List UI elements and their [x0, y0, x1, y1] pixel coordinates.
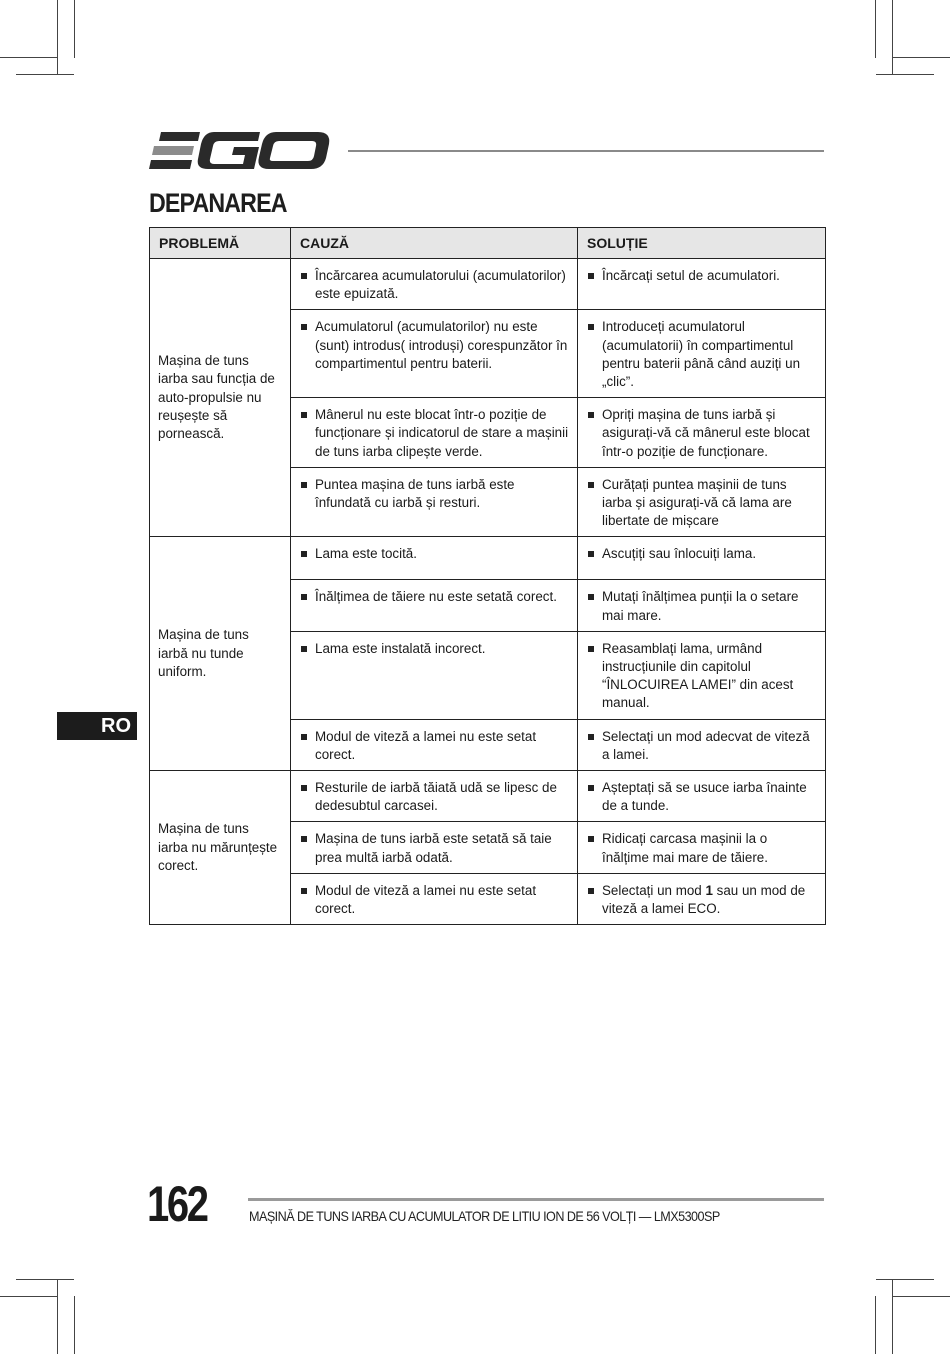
problem-cell: Mașina de tuns iarbă nu tunde uniform. [150, 537, 291, 771]
bullet-icon [588, 273, 594, 279]
crop-mark [0, 57, 58, 58]
footer-rule [248, 1198, 824, 1201]
crop-mark [16, 74, 74, 75]
solution-text: Selectați un mod adecvat de viteză a lamei. [602, 728, 810, 762]
solution-text: Ascuțiți sau înlocuiți lama. [602, 546, 757, 562]
ego-logo [148, 128, 333, 174]
solution-text: Ridicați carcasa mașinii la o înălțime mai mare de tăiere. [602, 831, 768, 865]
bullet-icon [588, 412, 594, 418]
table-row [150, 537, 826, 580]
solution-text: Încărcați setul de acumulatori. [602, 268, 780, 283]
language-tab-label: RO [101, 715, 131, 737]
bullet-icon [588, 888, 594, 894]
header-rule [348, 150, 824, 152]
bullet-icon [588, 551, 594, 557]
cause-text: Înălțimea de tăiere nu este setată corect. [315, 589, 557, 605]
cause-text: Modul de viteză a lamei nu este setat corect. [315, 728, 537, 762]
bullet-icon [588, 785, 594, 791]
header-problem: PROBLEMĂ [150, 228, 291, 259]
crop-mark [892, 0, 893, 75]
bullet-icon [301, 836, 307, 842]
bullet-icon [301, 888, 307, 894]
problem-cell: Mașina de tuns iarba nu mărunțește corect. [150, 771, 291, 925]
table-row [150, 259, 826, 310]
crop-mark [74, 0, 75, 58]
cause-text: Puntea mașina de tuns iarbă este înfundată cu iarbă și resturi. [315, 476, 515, 511]
cause-text: Mânerul nu este blocat într-o poziție de funcționare și indicatorul de stare a mașinii de tuns iarba clipește verde. [315, 407, 569, 459]
solution-text: Opriți mașina de tuns iarbă și asigurați-vă că mânerul este blocat într-o poziție de funcționare. [602, 407, 810, 459]
bullet-icon [588, 646, 594, 652]
bullet-icon [301, 594, 307, 600]
cause-text: Acumulatorul (acumulatorilor) nu este (sunt) introdus( introduși) corespunzător în compartimentul pentru baterii. [315, 319, 568, 371]
crop-mark [892, 57, 950, 58]
cause-text: Încărcarea acumulatorului (acumulatorilor) este epuizată. [315, 268, 566, 302]
cause-text: Lama este tocită. [315, 546, 417, 562]
page-number: 162 [147, 1176, 207, 1232]
bullet-icon [301, 551, 307, 557]
header-cause: CAUZĂ [291, 228, 578, 259]
crop-mark [57, 1279, 58, 1354]
crop-mark [876, 1279, 934, 1280]
crop-mark [0, 1296, 58, 1297]
crop-mark [16, 1279, 74, 1280]
header-solution: SOLUȚIE [578, 228, 826, 259]
problem-cell: Mașina de tuns iarba sau funcția de auto-propulsie nu reușește să pornească. [150, 259, 291, 537]
page-title: DEPANAREA [149, 188, 287, 218]
crop-mark [892, 1296, 950, 1297]
bullet-icon [588, 482, 594, 488]
solution-text: Așteptați să se usuce iarba înainte de a tunde. [602, 780, 807, 814]
solution-text: Reasamblați lama, urmând instrucțiunile din capitolul “ÎNLOCUIREA LAMEI” din acest manual. [602, 640, 794, 711]
bullet-icon [301, 785, 307, 791]
crop-mark [74, 1296, 75, 1354]
solution-text: Curățați puntea mașinii de tuns iarba și asigurați-vă că lama are libertate de mișcare [602, 476, 792, 529]
bullet-icon [301, 324, 307, 330]
cause-text: Resturile de iarbă tăiată udă se lipesc de dedesubtul carcasei. [315, 780, 557, 814]
cause-text: Mașina de tuns iarbă este setată să taie prea multă iarbă odată. [315, 831, 552, 865]
bullet-icon [588, 594, 594, 600]
solution-text: Introduceți acumulatorul (acumulatorii) în compartimentul pentru baterii până când auziți un „clic”. [602, 319, 801, 390]
crop-mark [875, 0, 876, 58]
bullet-icon [301, 646, 307, 652]
bullet-icon [588, 324, 594, 330]
footer-text: MAȘINĂ DE TUNS IARBA CU ACUMULATOR DE LITIU ION DE 56 VOLȚI — LMX5300SP [249, 1208, 720, 1224]
crop-mark [875, 1296, 876, 1354]
bullet-icon [588, 734, 594, 740]
solution-text: Selectați un mod 1 sau un mod de viteză a lamei ECO. [602, 882, 806, 917]
language-tab [57, 712, 137, 740]
bullet-icon [301, 482, 307, 488]
table-header-row [150, 228, 826, 259]
bullet-icon [588, 836, 594, 842]
solution-text: Mutați înălțimea punții la o setare mai mare. [602, 589, 799, 623]
troubleshooting-table [149, 227, 826, 925]
cause-text: Modul de viteză a lamei nu este setat corect. [315, 882, 537, 917]
table-row [150, 771, 826, 822]
bullet-icon [301, 412, 307, 418]
crop-mark [876, 74, 934, 75]
bullet-icon [301, 734, 307, 740]
crop-mark [57, 0, 58, 75]
crop-mark [892, 1279, 893, 1354]
bullet-icon [301, 273, 307, 279]
cause-text: Lama este instalată incorect. [315, 640, 486, 656]
